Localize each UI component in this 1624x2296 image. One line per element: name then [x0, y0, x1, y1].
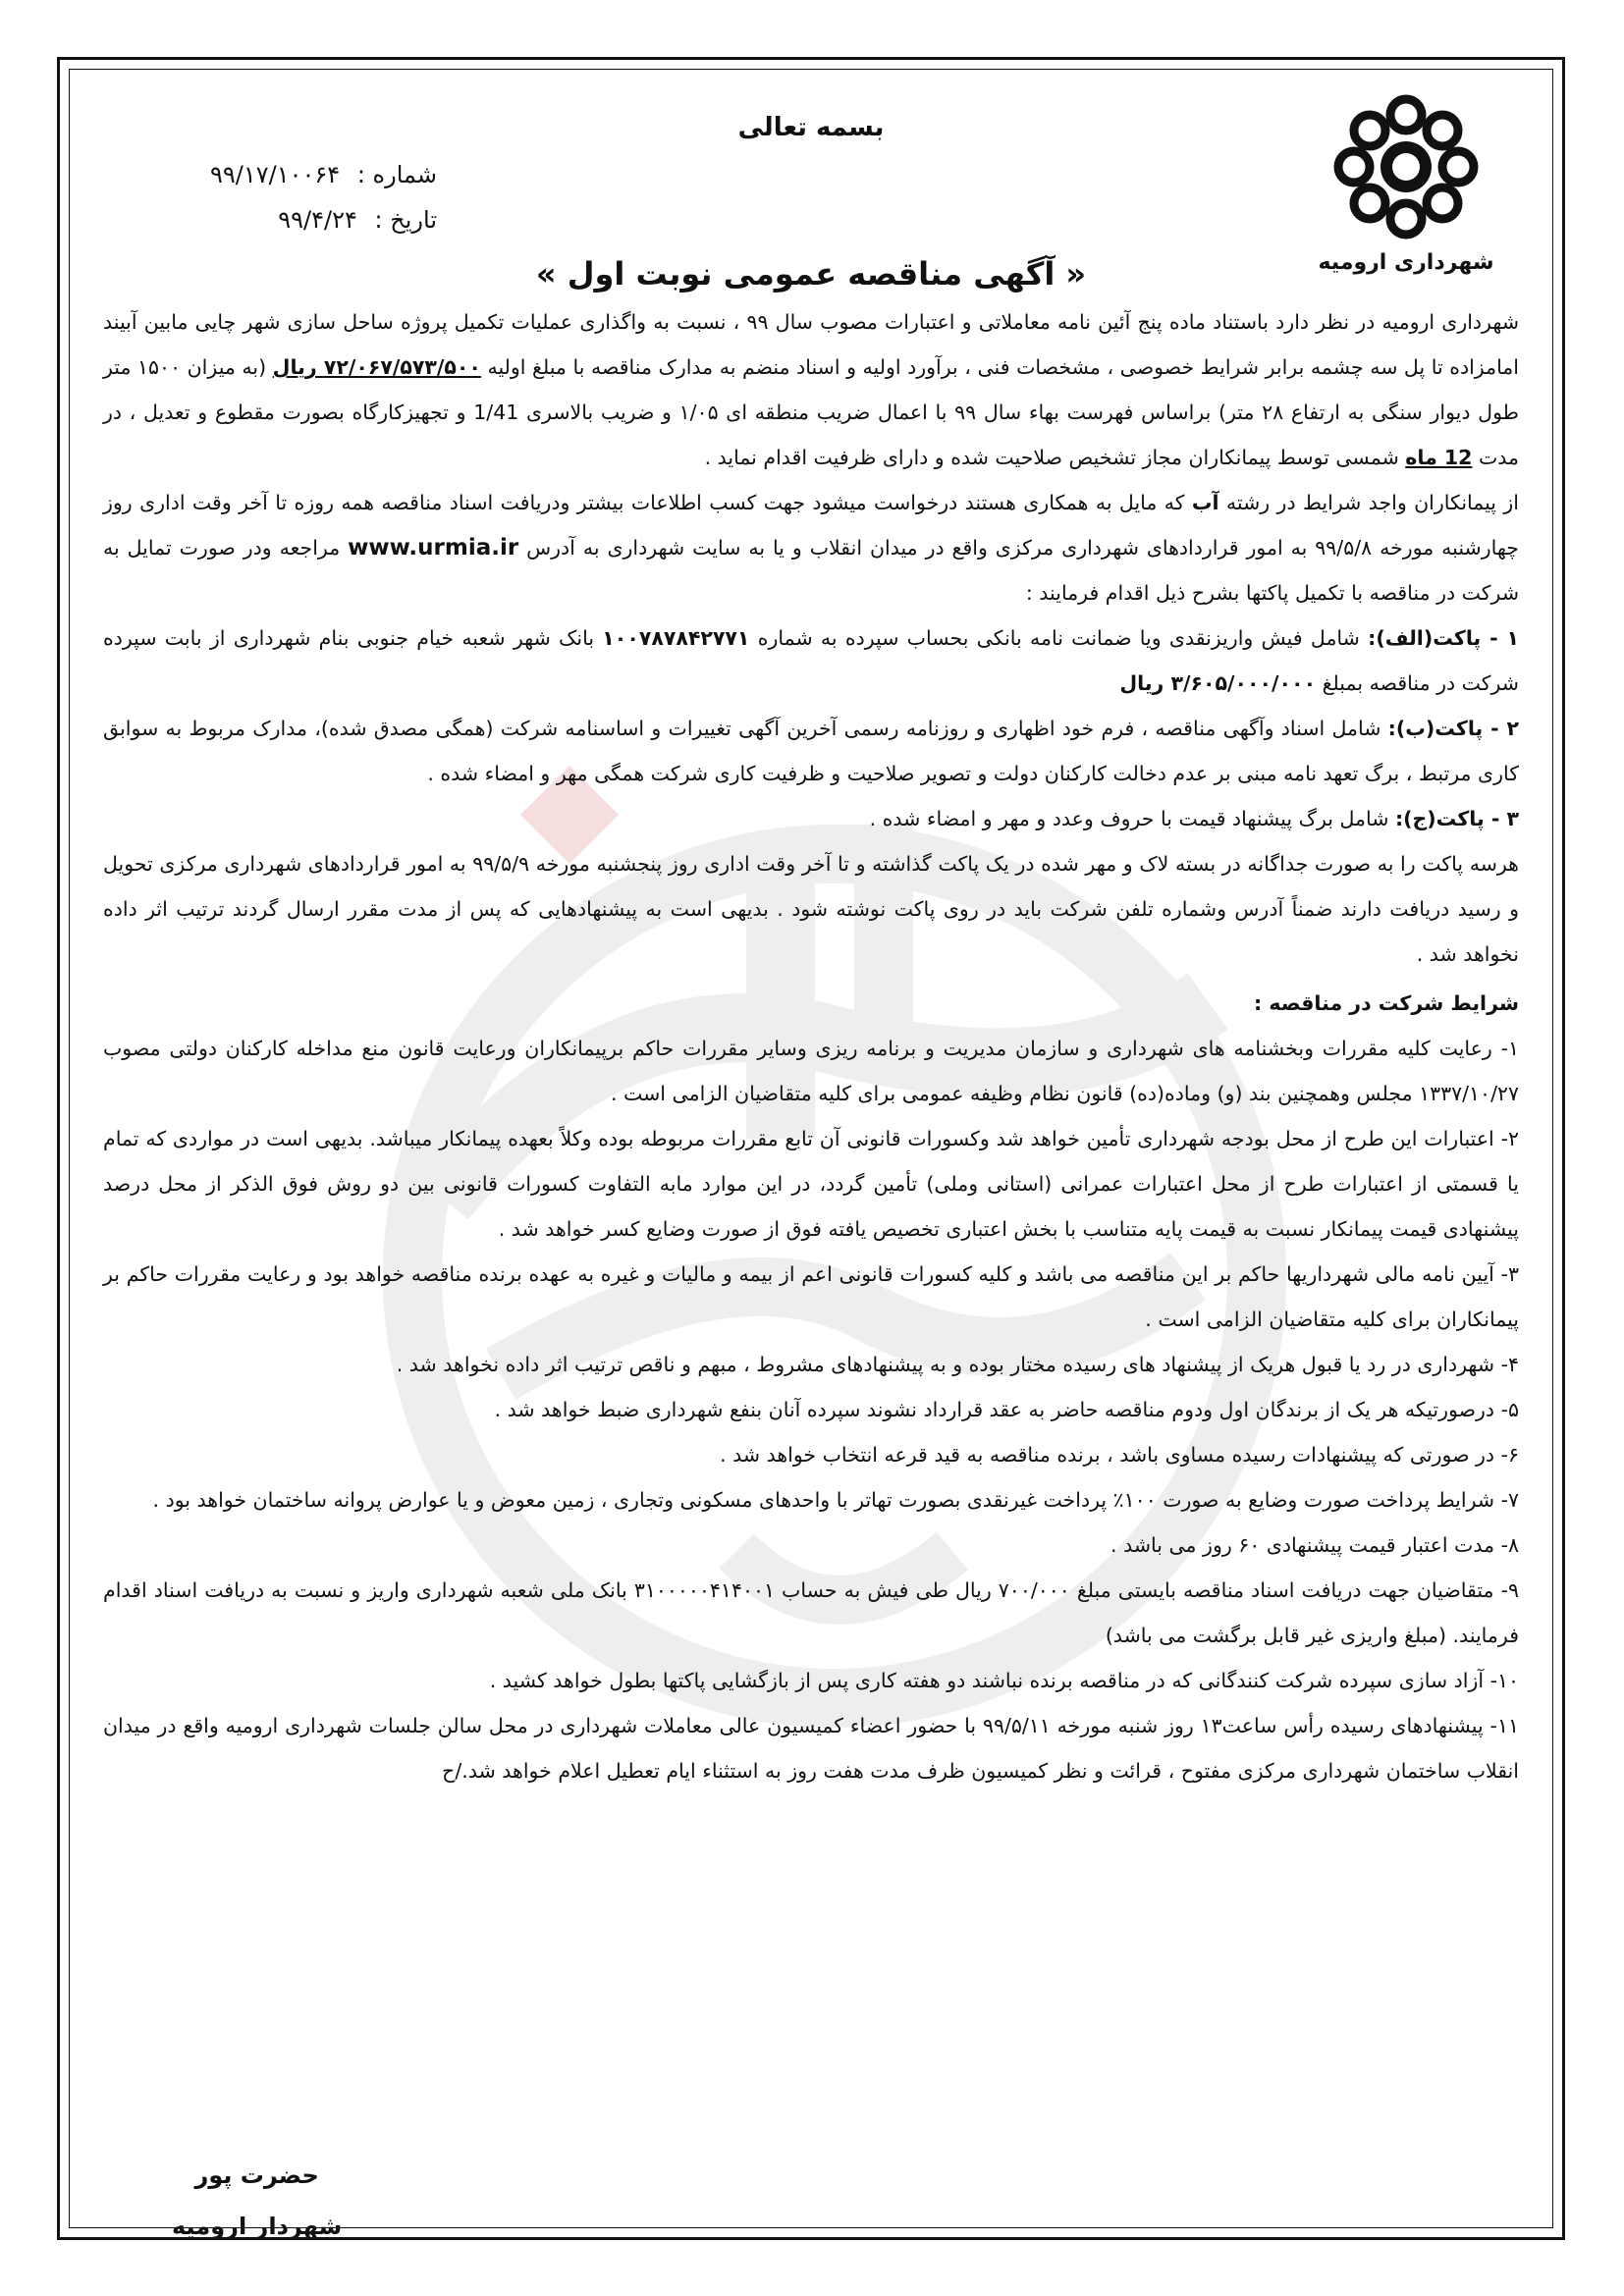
- bismillah-heading: بسمه تعالی: [737, 113, 885, 142]
- packet-label: ۲ - پاکت(ب):: [1387, 717, 1519, 740]
- condition-item: ۵- درصورتیکه هر یک از برندگان اول ودوم مناقصه حاضر به عقد قرارداد نشوند سپرده آنان بنفع شهرداری ضبط خواهد شد .: [494, 1398, 1519, 1421]
- letter-date-row: [113, 197, 437, 242]
- condition-item: ۱۰- آزاد سازی سپرده شرکت کنندگانی که در مناقصه برنده نباشند دو هفته کاری پس از بازگشایی پاکتها بطول خواهد کشید .: [489, 1669, 1519, 1692]
- packet-label: ۳ - پاکت(ج):: [1394, 807, 1519, 830]
- packet-item: [103, 706, 1519, 796]
- packet-text: شامل فیش واریزنقدی ویا ضمانت نامه بانکی بحساب سپرده به شماره: [749, 626, 1369, 650]
- packet-text: بانک شهر شعبه خیام جنوبی بنام شهرداری از بابت سپرده شرکت در مناقصه بمبلغ: [103, 626, 1519, 695]
- letter-number-row: [113, 152, 437, 197]
- condition-item: ۱۱- پیشنهادهای رسیده رأس ساعت۱۳ روز شنبه مورخه ۹۹/۵/۱۱ با حضور اعضاء کمیسیون عالی معاملات شهرداری در محل سالن جلسات شهرداری ارومیه واقع در میدان انقلاب ساختمان شهرداری مرکزی مفتوح ، قرائت و نظر کمیسیون ظرف مدت هفت روز به استثناء ایام تعطیل اعلام خواهد شد./ح: [103, 1714, 1519, 1783]
- signature-block: [172, 2150, 342, 2252]
- condition-item: ۲- اعتبارات این طرح از محل بودجه شهرداری تأمین خواهد شد وکسورات قانونی آن تابع مقررات مربوطه بوده وکلاً بعهده پیمانکار میباشد. بدیهی است در مواردی که تمام یا قسمتی از اعتبارات طرح از محل اعتبارات عمرانی (استانی وملی) تأمین گردد، در این موارد مابه التفاوت کسورات قانونی بین دو روش فوق الذکر از محل درصد پیشنهادی قیمت پیمانکار نسبت به قیمت پایه متناسب با بخش اعتباری تخصیص یافته فوق از صورت وضایع کسر خواهد شد .: [103, 1127, 1519, 1241]
- invite-paragraph: [103, 480, 1519, 615]
- intro-paragraph: [103, 299, 1519, 480]
- contract-field: آب: [1191, 491, 1219, 514]
- submission-paragraph: هرسه پاکت را به صورت جداگانه در بسته لاک و مهر شده در یک پاکت گذاشته و تا آخر وقت اداری روز پنجشنبه مورخه ۹۹/۵/۹ به امور قراردادهای شهرداری مرکزی تحویل و رسید دریافت دارند ضمناً آدرس وشماره تلفن شرکت باید در روی پاکت نوشته شود . بدیهی است به پیشنهادهایی که پس از مدت مقرر ارسال گردند ترتیب اثر داده نخواهد شد .: [103, 852, 1519, 966]
- condition-item: ۱- رعایت کلیه مقررات وبخشنامه های شهرداری و سازمان مدیریت و برنامه ریزی وسایر مقررات حاکم برپیمانکاران ورعایت قانون منع مداخله کارکنان دولتی مصوب ۱۳۳۷/۱۰/۲۷ مجلس وهمچنین بند (و) وماده(ده) قانون نظام وظیفه عمومی برای کلیه متقاضیان الزامی است .: [103, 1037, 1519, 1105]
- packet-text: شامل اسناد وآگهی مناقصه ، فرم خود اظهاری و روزنامه رسمی آخرین آگهی تغییرات و اساسنامه شرکت (همگی مصدق شده)، مدارک مربوط به سوابق کاری مرتبط ، برگ تعهد نامه مبنی بر عدم دخالت کارکنان دولت و تصویر صلاحیت و ظرفیت کاری شرکت همگی مهر و امضاء شده .: [103, 717, 1519, 785]
- condition-item: ۷- شرایط پرداخت صورت وضایع به صورت ۱۰۰٪ پرداخت غیرنقدی بصورت تهاتر با واحدهای مسکونی وتجاری ، زمین معوض و یا عوارض پروانه ساختمان خواهد بود .: [152, 1488, 1519, 1512]
- org-name: شهرداری ارومیه: [1318, 250, 1494, 275]
- packet-item: [103, 615, 1519, 706]
- packet-item: [103, 796, 1519, 841]
- packet-label: ۱ - پاکت(الف):: [1368, 626, 1520, 650]
- deposit-amount: ۳/۶۰۵/۰۰۰/۰۰۰ ریال: [1119, 671, 1317, 695]
- announcement-body: [103, 299, 1519, 1793]
- condition-item: ۶- در صورتی که پیشنهادات رسیده مساوی باشد ، برنده مناقصه به قید قرعه انتخاب خواهد شد .: [720, 1443, 1519, 1467]
- condition-item: ۸- مدت اعتبار قیمت پیشنهادی ۶۰ روز می باشد .: [1110, 1533, 1519, 1557]
- invite-text-3: مراجعه ودر صورت تمایل به شرکت در مناقصه با تکمیل پاکتها بشرح ذیل اقدام فرمایند :: [103, 536, 1519, 605]
- letter-number-value: ۹۹/۱۷/۱۰۰۶۴: [209, 161, 341, 188]
- invite-text-2: که مایل به همکاری هستند درخواست میشود جهت کسب اطلاعات بیشتر ودریافت اسناد مناقصه همه روزه تا آخر وقت اداری روز چهارشنبه مورخه ۹۹/۵/۸ به امور قراردادهای شهرداری مرکزی واقع در میدان انقلاب و یا به سایت شهرداری به آدرس: [103, 491, 1519, 560]
- invite-text-1: از پیمانکاران واجد شرایط در رشته: [1218, 491, 1519, 514]
- initial-amount: ۷۲/۰۶۷/۵۷۳/۵۰۰ ریال: [272, 355, 481, 379]
- condition-item: ۹- متقاضیان جهت دریافت اسناد مناقصه بایستی مبلغ ۷۰۰/۰۰۰ ریال طی فیش به حساب ۳۱۰۰۰۰۰۴۱۴۰۰۱ بانک ملی شعبه شهرداری واریز و نسبت به دریافت اسناد اقدام فرمایند. (مبلغ واریزی غیر قابل برگشت می باشد): [103, 1578, 1519, 1647]
- letter-number-label: شماره :: [356, 161, 437, 188]
- contract-duration: 12 ماه: [1405, 446, 1473, 469]
- intro-text-3: شمسی توسط پیمانکاران مجاز تشخیص صلاحیت شده و دارای ظرفیت اقدام نماید .: [704, 446, 1406, 469]
- letter-date-value: ۹۹/۴/۲۴: [278, 206, 357, 234]
- intro-text-2: (به میزان ۱۵۰۰ متر طول دیوار سنگی به ارتفاع ۲۸ متر) براساس فهرست بهاء سال ۹۹ با اعمال ضریب منطقه ای ۱/۰۵ و ضریب بالاسری 1/41 و تجهیزکارگاه بصورت مقطوع و تعدیل ، در مدت: [103, 355, 1519, 469]
- letter-meta: [113, 152, 437, 242]
- condition-item: ۳- آیین نامه مالی شهرداریها حاکم بر این مناقصه می باشد و کلیه کسورات قانونی اعم از بیمه و مالیات و غیره به عهده برنده مناقصه خواهد بود و رعایت مقررات حاکم بر پیمانکاران برای کلیه متقاضیان الزامی است .: [103, 1262, 1519, 1331]
- packet-text: شامل برگ پیشنهاد قیمت با حروف وعدد و مهر و امضاء شده .: [869, 807, 1395, 830]
- document: [93, 83, 1529, 2240]
- conditions-heading: شرایط شرکت در مناقصه :: [1253, 991, 1519, 1015]
- signatory-role: شهردار ارومیه: [172, 2213, 343, 2240]
- deposit-account-number: ۱۰۰۷۸۷۸۴۲۷۷۱: [602, 626, 750, 650]
- letter-date-label: تاریخ :: [374, 206, 437, 234]
- signatory-name: حضرت پور: [194, 2162, 319, 2189]
- website-link[interactable]: www.urmia.ir: [348, 535, 519, 561]
- intro-text-1: شهرداری ارومیه در نظر دارد باستناد ماده پنج آئین نامه معاملاتی و اعتبارات مصوب سال ۹۹ ، نسبت به واگذاری عملیات تکمیل پروژه ساحل سازی شهر چایی مابین آبیند امامزاده تا پل سه چشمه برابر شرایط خصوصی ، مشخصات فنی ، برآورد اولیه و اسناد منضم به مدارک مناقصه با مبلغ اولیه: [103, 310, 1519, 379]
- condition-item: ۴- شهرداری در رد یا قبول هریک از پیشنهاد های رسیده مختار بوده و به پیشنهادهای مشروط ، مبهم و ناقص ترتیب اثر داده نخواهد شد .: [396, 1353, 1519, 1376]
- page-title: « آگهی مناقصه عمومی نوبت اول »: [535, 255, 1087, 293]
